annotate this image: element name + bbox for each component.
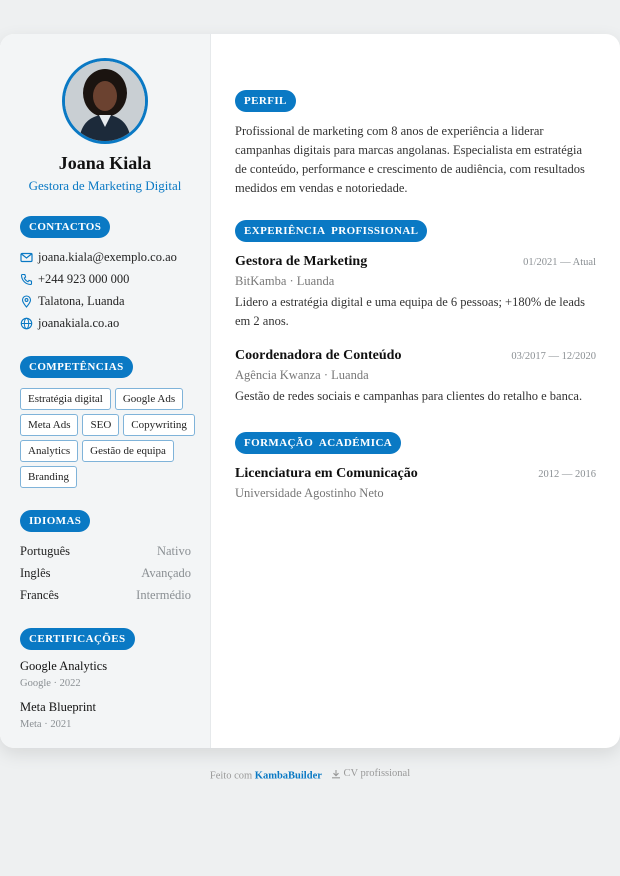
job-item: [235, 348, 596, 406]
job-title: Gestora de Marketing: [235, 254, 368, 269]
skill-chip: Copywriting: [123, 414, 195, 436]
skill-chip: Gestão de equipa: [82, 440, 174, 462]
education-section: [235, 432, 596, 501]
language-level: Nativo: [156, 543, 191, 558]
job-description: Gestão de redes sociais e campanhas para clientes do retalho e banca.: [235, 389, 583, 403]
skills-heading: COMPETÊNCIAS: [20, 356, 133, 378]
summary-heading: PERFIL: [235, 90, 296, 112]
skill-chip: Estratégia digital: [20, 388, 111, 410]
experience-heading: EXPERIÊNCIA PROFISSIONAL: [235, 220, 427, 242]
mail-icon: [20, 251, 33, 264]
footer: [0, 768, 620, 782]
skill-chip: Meta Ads: [20, 414, 78, 436]
job-dates: 01/2021 — Atual: [523, 257, 596, 268]
certification-item: [20, 700, 190, 730]
skill-chip: Branding: [20, 466, 77, 488]
job-org: Agência Kwanza · Luanda: [235, 368, 369, 382]
education-heading: FORMAÇÃO ACADÉMICA: [235, 432, 401, 454]
resume-card: [0, 34, 620, 748]
download-icon: [331, 769, 341, 779]
languages-section: [20, 510, 190, 606]
contact-website-text: joanakiala.co.ao: [38, 315, 120, 330]
contact-phone-text: +244 923 000 000: [38, 271, 130, 286]
summary-text: Profissional de marketing com 8 anos de experiência a liderar campanhas digitais para marcas angolanas. Especialista em estratégia de conteúdo, performance e crescimento de audiência, com resultados medidos em vendas e notoriedade.: [235, 124, 585, 195]
job-item: [235, 254, 596, 331]
profile-name: Joana Kiala: [58, 153, 152, 173]
contact-email[interactable]: [20, 246, 190, 268]
location-icon: [20, 295, 33, 308]
footer-made-with: Feito com: [209, 770, 253, 782]
education-title: Licenciatura em Comunicação: [235, 466, 418, 481]
job-description: Lidero a estratégia digital e uma equipa de 6 pessoas; +180% de leads em 2 anos.: [235, 295, 585, 328]
certification-meta: Meta · 2021: [20, 719, 72, 730]
language-row: [20, 562, 191, 584]
job-title: Coordenadora de Conteúdo: [235, 348, 402, 363]
avatar: [62, 58, 148, 144]
certification-meta: Google · 2022: [20, 678, 81, 689]
profile-photo-icon: [65, 61, 145, 141]
job-org: BitKamba · Luanda: [235, 274, 335, 288]
language-name: Inglês: [20, 565, 51, 580]
main-content: [211, 34, 620, 748]
skill-chip: Analytics: [20, 440, 78, 462]
education-institution: Universidade Agostinho Neto: [235, 486, 384, 500]
education-dates: 2012 — 2016: [538, 469, 596, 480]
contact-email-text: joana.kiala@exemplo.co.ao: [38, 249, 177, 264]
language-level: Intermédio: [136, 587, 191, 602]
certification-name: Google Analytics: [20, 659, 108, 673]
skill-chip: Google Ads: [115, 388, 183, 410]
sidebar: [0, 34, 211, 748]
job-dates: 03/2017 — 12/2020: [511, 351, 596, 362]
certifications-section: [20, 628, 190, 730]
language-name: Português: [20, 543, 70, 558]
education-item: [235, 466, 596, 501]
contacts-heading: CONTACTOS: [20, 216, 110, 238]
skills-chips: [20, 388, 198, 488]
skill-chip: SEO: [82, 414, 119, 436]
contact-phone[interactable]: [20, 268, 190, 290]
skills-section: [20, 356, 190, 488]
download-link[interactable]: [331, 768, 411, 779]
certifications-heading: CERTIFICAÇÕES: [20, 628, 135, 650]
language-name: Francês: [20, 587, 59, 602]
experience-section: [235, 220, 596, 406]
certification-name: Meta Blueprint: [20, 700, 97, 714]
language-row: [20, 584, 191, 606]
globe-icon: [20, 317, 33, 330]
language-level: Avançado: [141, 565, 191, 580]
download-label: CV profissional: [343, 768, 411, 779]
profile-role: Gestora de Marketing Digital: [28, 178, 182, 193]
contact-location: [20, 290, 190, 312]
contacts-section: [20, 216, 190, 334]
contact-location-text: Talatona, Luanda: [38, 293, 125, 308]
languages-heading: IDIOMAS: [20, 510, 90, 532]
contact-website[interactable]: [20, 312, 190, 334]
certification-item: [20, 659, 190, 689]
phone-icon: [20, 273, 33, 286]
summary-section: [235, 90, 596, 198]
footer-brand-link[interactable]: KambaBuilder: [254, 770, 322, 782]
language-row: [20, 540, 191, 562]
